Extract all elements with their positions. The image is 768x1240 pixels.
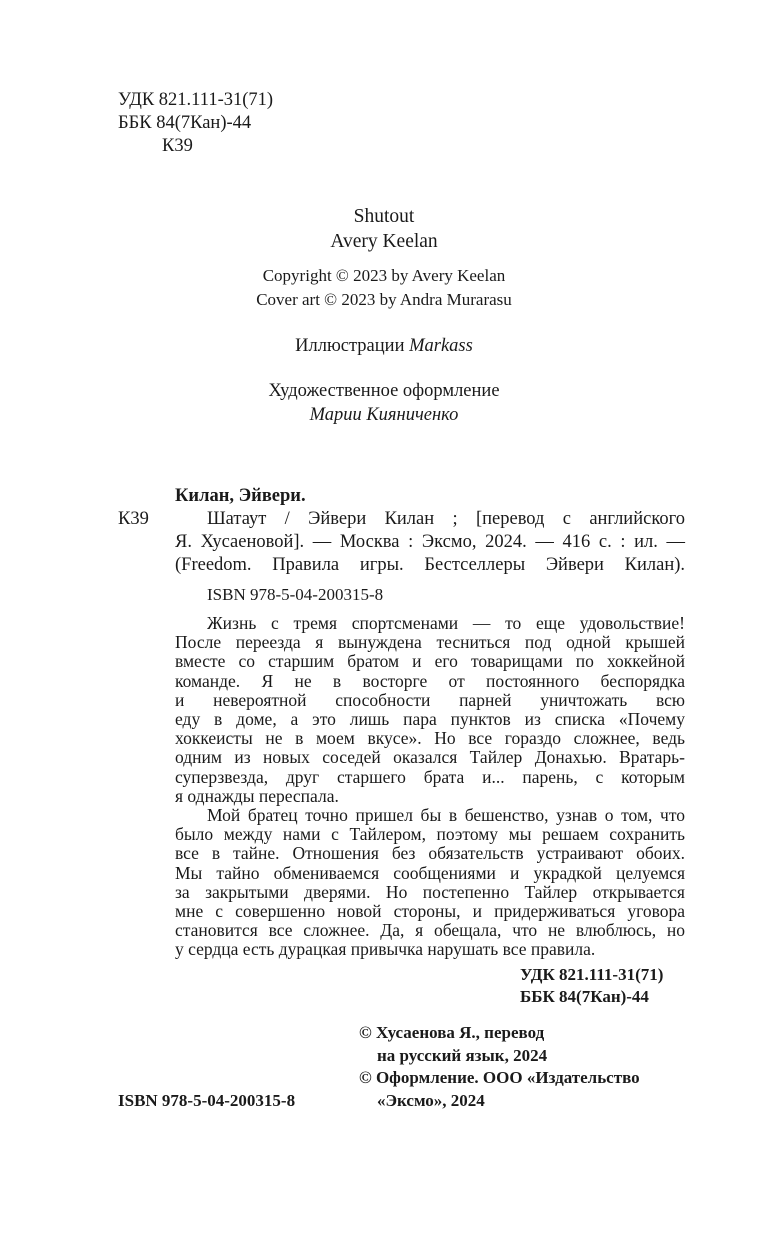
annotation-line: за закрытыми дверями. Но постепенно Тайлер открывается [175, 881, 685, 902]
annotation-line: вместе со старшим братом и его товарищами по хоккейной [175, 651, 685, 672]
cover-art-copyright: Cover art © 2023 by Andra Murarasu [256, 290, 512, 309]
annotation-line: еду в доме, а это лишь пара пунктов из списка «Почему [175, 709, 685, 729]
copyright-design: © Оформление. ООО «Издательство [359, 1068, 640, 1087]
header-udk: УДК 821.111-31(71) [118, 90, 274, 110]
design-label: Художественное оформление [268, 381, 500, 401]
catalog-mark: К39 [118, 509, 149, 529]
annotation-line: Мы тайно обмениваемся сообщениями и украдкой целуемся [175, 862, 685, 883]
annotation-line: команде. Я не в восторге от постоянного беспорядка [175, 670, 685, 691]
copyright-translation: © Хусаенова Я., перевод [359, 1023, 545, 1042]
header-bbk: ББК 84(7Кан)-44 [118, 113, 252, 133]
catalog-line: (Freedom. Правила игры. Бестселлеры Эйвери Килан). [175, 555, 685, 575]
original-copyright: Copyright © 2023 by Avery Keelan [262, 266, 506, 285]
copyright-design: «Эксмо», 2024 [377, 1091, 485, 1110]
footer-udk: УДК 821.111-31(71) [520, 965, 664, 984]
annotation-line: и невероятной способности парней уничтожать всю [175, 689, 685, 710]
illustrator-name: Markass [409, 336, 473, 356]
copyright-translation: на русский язык, 2024 [377, 1046, 548, 1065]
annotation-line: становится все сложнее. Да, я обещала, что не влюблюсь, но [175, 920, 685, 941]
illustrations-credit [0, 335, 768, 357]
annotation-line: я однажды переспала. [175, 785, 339, 806]
annotation-line: Жизнь с тремя спортсменами — то еще удовольствие! [207, 613, 685, 633]
header-author-mark: К39 [162, 136, 193, 156]
annotation-line: хоккеисты не в моем вкусе». Но все гораздо сложнее, ведь [175, 728, 685, 749]
original-title: Shutout [353, 206, 415, 227]
catalog-line: Я. Хусаеновой]. — Москва : Эксмо, 2024. — 416 с. : ил. — [175, 532, 685, 552]
illustrations-label: Иллюстрации [295, 336, 405, 356]
catalog-isbn: ISBN 978-5-04-200315-8 [207, 585, 384, 604]
footer-bbk: ББК 84(7Кан)-44 [520, 987, 649, 1006]
annotation-line: мне с совершенно новой стороны, и придерживаться уговора [175, 901, 685, 921]
annotation-line: После переезда я вынуждена тесниться под одной крышей [175, 632, 685, 653]
catalog-line: Шатаут / Эйвери Килан ; [перевод с английского [207, 509, 685, 529]
footer-isbn: ISBN 978-5-04-200315-8 [118, 1091, 296, 1110]
annotation-line: все в тайне. Отношения без обязательств устраивают обоих. [175, 843, 685, 864]
catalog-heading: Килан, Эйвери. [175, 486, 306, 506]
annotation-line: одним из новых соседей оказался Тайлер Донахью. Вратарь- [175, 747, 685, 768]
annotation-line: у сердца есть дурацкая привычка нарушать все правила. [175, 939, 596, 960]
annotation-line: было между нами с Тайлером, поэтому мы решаем сохранить [175, 824, 685, 845]
annotation-line: суперзвезда, друг старшего брата и... парень, с которым [175, 766, 685, 787]
annotation-line: Мой братец точно пришел бы в бешенство, узнав о том, что [207, 805, 685, 825]
designer-name: Марии Кияниченко [309, 405, 459, 425]
original-author: Avery Keelan [330, 231, 438, 252]
